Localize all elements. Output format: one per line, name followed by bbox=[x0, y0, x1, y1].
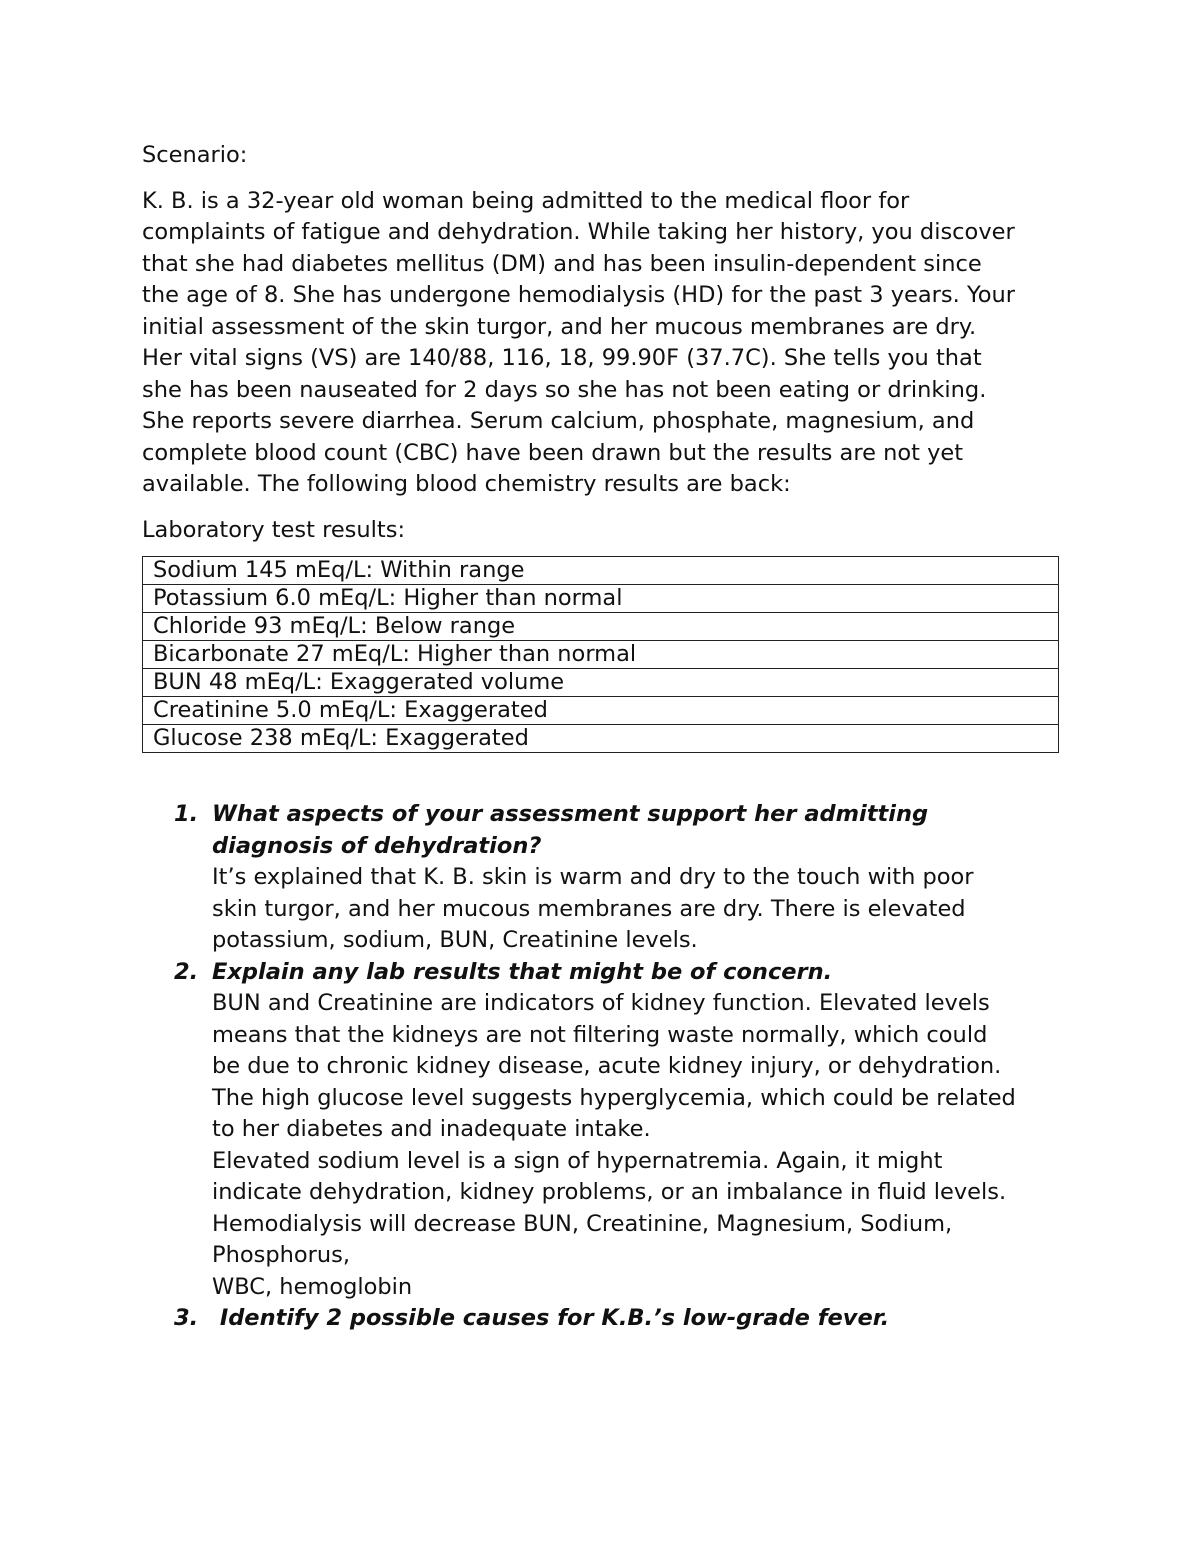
scenario-line: she has been nauseated for 2 days so she has not been eating or drinking. bbox=[142, 376, 987, 403]
table-row bbox=[143, 613, 1059, 641]
scenario-line: complaints of fatigue and dehydration. While taking her history, you discover bbox=[142, 219, 1015, 245]
question-line: Explain any lab results that might be of concern. bbox=[212, 958, 833, 985]
question-item bbox=[174, 957, 1060, 1304]
scenario-line: available. The following blood chemistry results are back: bbox=[142, 471, 791, 497]
answer-line: Hemodialysis will decrease BUN, Creatinine, Magnesium, Sodium, bbox=[212, 1210, 953, 1237]
lab-results-heading: Laboratory test results: bbox=[142, 516, 406, 543]
question-text bbox=[212, 799, 1060, 862]
table-row bbox=[143, 585, 1059, 613]
table-row bbox=[143, 669, 1059, 697]
answer-text bbox=[212, 988, 1060, 1303]
question-list bbox=[142, 799, 1060, 1335]
question-line: Identify 2 possible causes for K.B.’s low-grade fever. bbox=[212, 1305, 890, 1331]
question-number: 2. bbox=[174, 958, 199, 985]
scenario-line: K. B. is a 32-year old woman being admitted to the medical floor for bbox=[142, 187, 910, 214]
lab-result-cell: Creatinine 5.0 mEq/L: Exaggerated bbox=[143, 697, 1059, 725]
scenario-line: She reports severe diarrhea. Serum calcium, phosphate, magnesium, and bbox=[142, 408, 975, 434]
answer-line: skin turgor, and her mucous membranes are dry. There is elevated bbox=[212, 895, 966, 922]
lab-result-cell: Chloride 93 mEq/L: Below range bbox=[143, 613, 1059, 641]
scenario-line: the age of 8. She has undergone hemodialysis (HD) for the past 3 years. Your bbox=[142, 282, 1015, 308]
question-item bbox=[174, 799, 1060, 957]
scenario-line: initial assessment of the skin turgor, and her mucous membranes are dry. bbox=[142, 313, 977, 340]
answer-line: means that the kidneys are not filtering waste normally, which could bbox=[212, 1021, 988, 1048]
document-content bbox=[142, 140, 1060, 1335]
question-text bbox=[212, 957, 1060, 989]
answer-line: potassium, sodium, BUN, Creatinine levels. bbox=[212, 927, 698, 953]
table-row bbox=[143, 641, 1059, 669]
answer-line: It’s explained that K. B. skin is warm and dry to the touch with poor bbox=[212, 864, 974, 890]
answer-line: The high glucose level suggests hyperglycemia, which could be related bbox=[212, 1084, 1016, 1111]
question-number: 1. bbox=[174, 801, 199, 827]
scenario-heading: Scenario: bbox=[142, 142, 248, 168]
table-row bbox=[143, 697, 1059, 725]
answer-text bbox=[212, 862, 1060, 957]
scenario-line: complete blood count (CBC) have been drawn but the results are not yet bbox=[142, 439, 964, 466]
scenario-line: that she had diabetes mellitus (DM) and has been insulin-dependent since bbox=[142, 250, 982, 277]
question-item bbox=[174, 1303, 1060, 1335]
answer-line: to her diabetes and inadequate intake. bbox=[212, 1116, 651, 1142]
answer-line: indicate dehydration, kidney problems, or an imbalance in fluid levels. bbox=[212, 1179, 1007, 1205]
answer-line: BUN and Creatinine are indicators of kidney function. Elevated levels bbox=[212, 990, 990, 1016]
question-text bbox=[212, 1303, 1060, 1335]
scenario-paragraph bbox=[142, 186, 1060, 501]
question-number: 3. bbox=[174, 1305, 199, 1331]
lab-result-cell: Bicarbonate 27 mEq/L: Higher than normal bbox=[143, 641, 1059, 669]
lab-result-cell: Potassium 6.0 mEq/L: Higher than normal bbox=[143, 585, 1059, 613]
lab-result-cell: Sodium 145 mEq/L: Within range bbox=[143, 557, 1059, 585]
answer-line: Phosphorus, bbox=[212, 1242, 351, 1268]
answer-line: Elevated sodium level is a sign of hypernatremia. Again, it might bbox=[212, 1147, 943, 1174]
question-line: diagnosis of dehydration? bbox=[212, 832, 542, 859]
answer-line: be due to chronic kidney disease, acute kidney injury, or dehydration. bbox=[212, 1053, 1002, 1079]
table-row bbox=[143, 725, 1059, 753]
lab-result-cell: Glucose 238 mEq/L: Exaggerated bbox=[143, 725, 1059, 753]
table-row bbox=[143, 557, 1059, 585]
lab-results-table bbox=[142, 556, 1059, 753]
answer-line: WBC, hemoglobin bbox=[212, 1273, 413, 1300]
lab-result-cell: BUN 48 mEq/L: Exaggerated volume bbox=[143, 669, 1059, 697]
scenario-line: Her vital signs (VS) are 140/88, 116, 18, 99.90F (37.7C). She tells you that bbox=[142, 345, 982, 371]
question-line: What aspects of your assessment support her admitting bbox=[212, 801, 929, 827]
